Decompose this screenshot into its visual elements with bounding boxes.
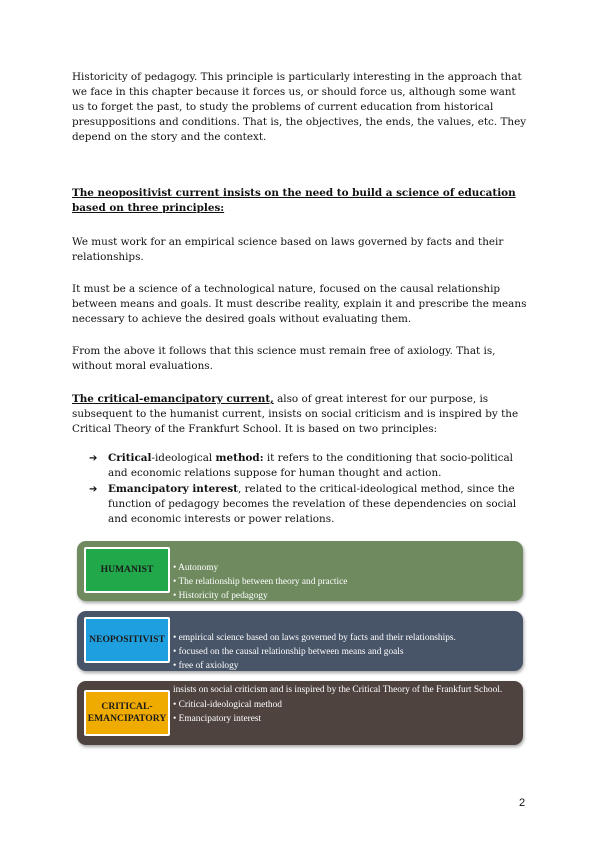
neopositivist-heading-text: The neopositivist current insists on the need to build a science of education based on three principles: — [72, 187, 516, 214]
paragraph-empirical-science: We must work for an empirical science based on laws governed by facts and their relationships. — [72, 236, 504, 263]
neopositivist-heading — [72, 186, 530, 216]
humanist-items — [173, 561, 518, 603]
humanist-band — [77, 541, 523, 601]
arrow-right-icon: ➔ — [89, 484, 98, 495]
humanist-label-box: HUMANIST — [84, 547, 170, 593]
critical-current-lead: The critical-emancipatory current, — [72, 393, 274, 405]
list-item: • Critical-ideological method — [173, 700, 282, 710]
arrow-right-icon: ➔ — [89, 453, 98, 464]
list-item: ➔ Critical-ideological method: it refers to the conditioning that socio-political and economic relations suppose for human thought and action. — [89, 452, 514, 479]
paragraph-axiology: From the above it follows that this science must remain free of axiology. That is, without moral evaluations. — [72, 345, 496, 372]
neopositivist-items — [173, 631, 518, 673]
list-item: • free of axiology — [173, 661, 239, 671]
paragraph-historicity: Historicity of pedagogy. This principle is particularly interesting in the approach that we face in this chapter because it forces us, or should force us, although some want us to forget the past, to study the problems of current education from historical presuppositions and conditions. That is, the objectives, the ends, the values, etc. They depend on the story and the context. — [72, 71, 527, 143]
paragraph-critical-emancipatory — [72, 392, 530, 437]
list-item: • empirical science based on laws governed by facts and their relationships. — [173, 633, 456, 643]
neopositivist-band — [77, 611, 523, 671]
list-item: • The relationship between theory and practice — [173, 577, 348, 587]
critical-emancipatory-band — [77, 681, 523, 745]
list-item: • Emancipatory interest — [173, 714, 262, 724]
critical-lead-text: insists on social criticism and is inspired by the Critical Theory of the Frankfurt School. — [173, 685, 503, 695]
list-item: ➔ Emancipatory interest, related to the critical-ideological method, since the function of pedagogy becomes the revelation of these dependencies on social and economic interests or power relations. — [89, 483, 517, 525]
critical-current-text: also of great interest for our purpose, is subsequent to the humanist current, insists on social criticism and is inspired by the Critical Theory of the Frankfurt School. It is based on two principles: — [72, 393, 519, 435]
list-item: • focused on the causal relationship between means and goals — [173, 647, 404, 657]
paragraph-technological-science: It must be a science of a technological nature, focused on the causal relationship between means and goals. It must describe reality, explain it and prescribe the means necessary to achieve the desired goals without evaluating them. — [72, 283, 527, 325]
principles-list — [89, 451, 525, 528]
list-item: • Historicity of pedagogy — [173, 591, 268, 601]
list-item: • Autonomy — [173, 563, 219, 573]
critical-emancipatory-items — [173, 684, 518, 726]
critical-emancipatory-label-box: CRITICAL-EMANCIPATORY — [84, 690, 170, 736]
page-number: 2 — [519, 797, 526, 809]
pedagogy-currents-diagram — [77, 541, 523, 746]
neopositivist-label-box: NEOPOSITIVIST — [84, 617, 170, 663]
